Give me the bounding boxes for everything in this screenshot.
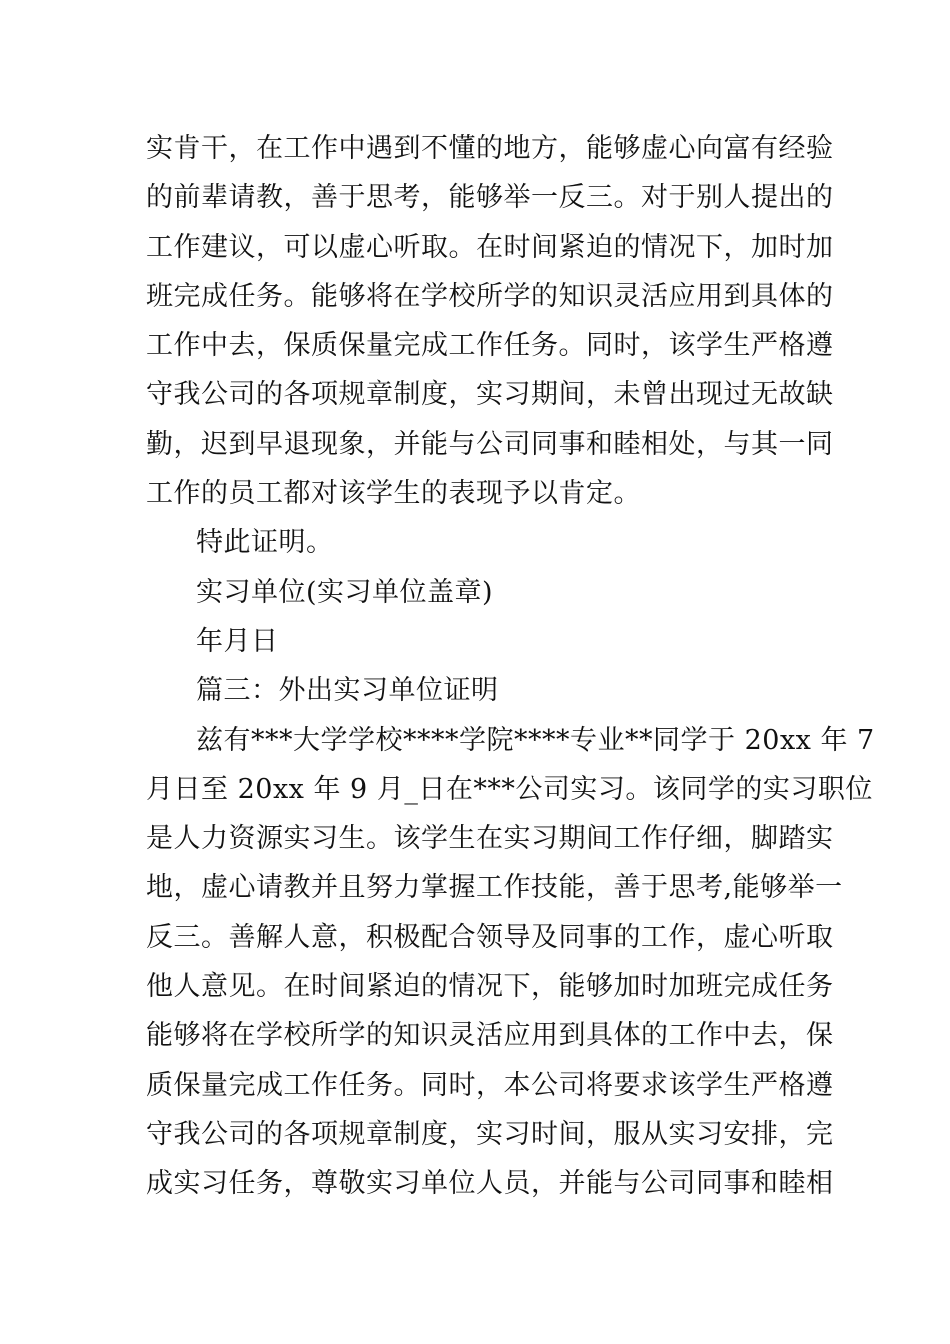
body-line: 反三。善解人意，积极配合领导及同事的工作，虚心听取	[146, 921, 834, 953]
body-line: 质保量完成工作任务。同时，本公司将要求该学生严格遵	[146, 1069, 834, 1101]
body-line: 的前辈请教，善于思考，能够举一反三。对于别人提出的	[146, 182, 834, 214]
body-line: 是人力资源实习生。该学生在实习期间工作仔细，脚踏实	[146, 823, 834, 855]
document-body	[146, 124, 875, 1209]
body-line: 能够将在学校所学的知识灵活应用到具体的工作中去，保	[146, 1020, 834, 1052]
body-line: 月日至 20xx 年 9 月_日在***公司实习。该同学的实习职位	[146, 773, 873, 805]
body-line: 班完成任务。能够将在学校所学的知识灵活应用到具体的	[146, 280, 834, 312]
body-line: 工作建议，可以虚心听取。在时间紧迫的情况下，加时加	[146, 231, 834, 263]
body-line: 兹有***大学学校****学院****专业**同学于 20xx 年 7	[196, 724, 875, 756]
signature-unit: 实习单位(实习单位盖章)	[196, 576, 494, 608]
body-line: 实肯干，在工作中遇到不懂的地方，能够虚心向富有经验	[146, 133, 834, 164]
body-line: 他人意见。在时间紧迫的情况下，能够加时加班完成任务	[146, 971, 834, 1003]
certification-statement: 特此证明。	[196, 527, 334, 559]
body-line: 地，虚心请教并且努力掌握工作技能，善于思考,能够举一	[146, 872, 843, 904]
body-line: 工作中去，保质保量完成工作任务。同时，该学生严格遵	[146, 330, 834, 362]
section-heading: 篇三：外出实习单位证明	[196, 675, 499, 707]
body-line: 成实习任务，尊敬实习单位人员，并能与公司同事和睦相	[146, 1168, 834, 1200]
body-line: 勤，迟到早退现象，并能与公司同事和睦相处，与其一同	[146, 428, 834, 460]
body-line: 守我公司的各项规章制度，实习期间，未曾出现过无故缺	[146, 379, 834, 411]
body-line: 守我公司的各项规章制度，实习时间，服从实习安排，完	[146, 1118, 834, 1150]
body-line: 工作的员工都对该学生的表现予以肯定。	[146, 478, 641, 510]
date-line: 年月日	[196, 625, 279, 657]
